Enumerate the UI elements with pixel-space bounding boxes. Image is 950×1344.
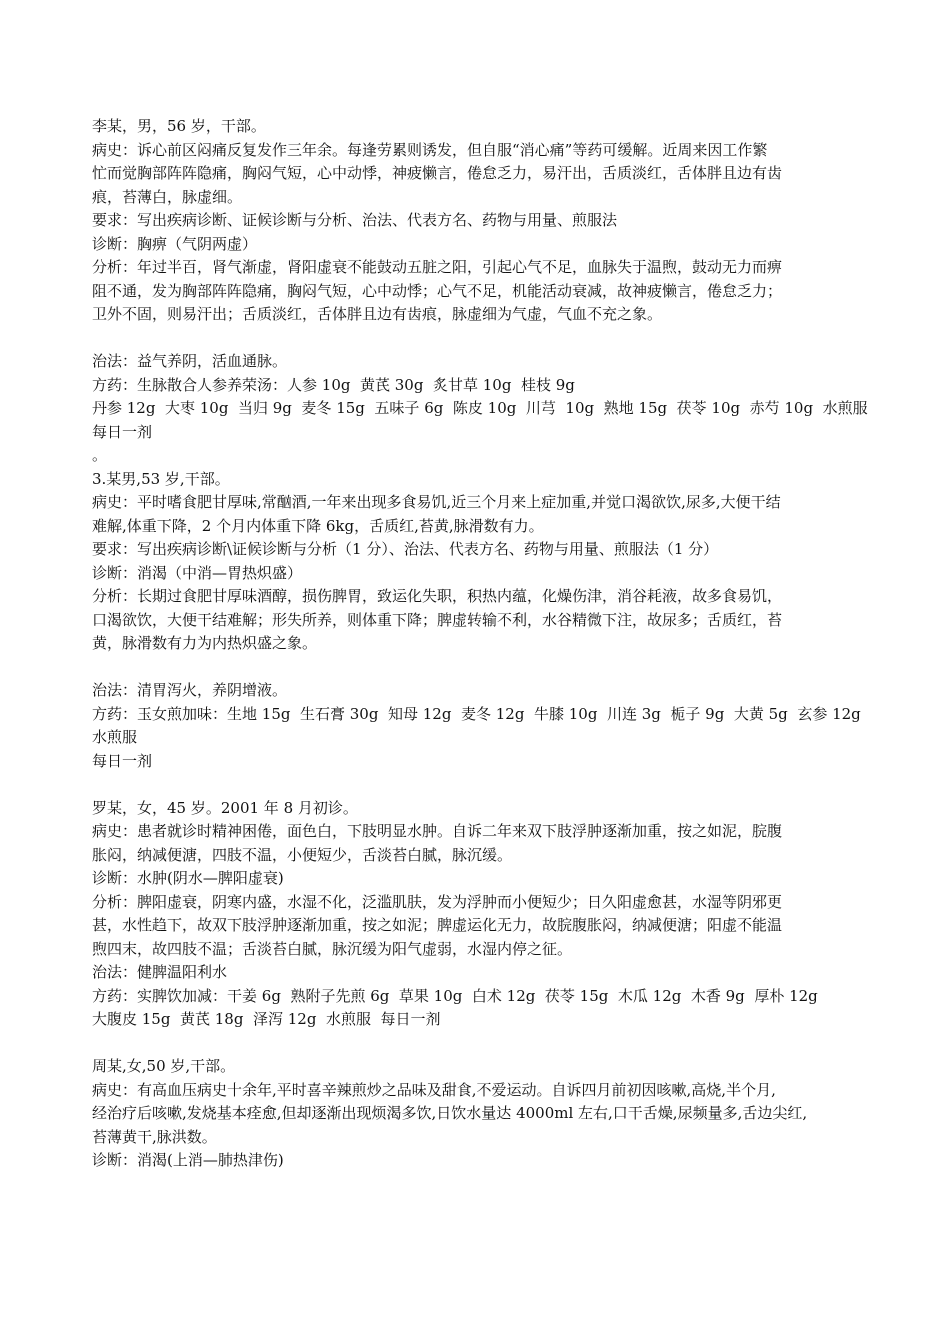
text-line: 阻不通，发为胸部阵阵隐痛，胸闷气短，心中动悸；心气不足，机能活动衰减，故神疲懒言，倦怠乏力；: [92, 281, 783, 300]
text-line: 李某，男，56 岁，干部。: [92, 117, 266, 135]
text-line: 方药：生脉散合人参养荣汤：人参 10g 黄芪 30g 炙甘草 10g 桂枝 9g: [92, 375, 575, 394]
text-line: 病史：诉心前区闷痛反复发作三年余。每逢劳累则诱发，但自服“消心痛”等药可缓解。近周来因工作繁: [92, 140, 768, 159]
text-line: 胀闷，纳减便溏，四肢不温，小便短少，舌淡苔白腻，脉沉缓。: [92, 845, 513, 864]
text-line: 诊断：消渴(上消—肺热津伤): [92, 1151, 284, 1169]
text-line: 治法：健脾温阳利水: [92, 963, 228, 981]
text-line: 经治疗后咳嗽,发烧基本痊愈,但却逐渐出现烦渴多饮,日饮水量达 4000ml 左右,口干舌燥,尿频量多,舌边尖红,: [92, 1104, 808, 1122]
text-line: 卫外不固，则易汗出；舌质淡红，舌体胖且边有齿痕，脉虚细为气虚，气血不充之象。: [92, 305, 663, 323]
blank-line: [92, 327, 872, 351]
text-line: 病史：平时嗜食肥甘厚味,常酗酒,一年来出现多食易饥,近三个月来上症加重,并觉口渴欲饮,尿多,大便干结: [92, 493, 781, 511]
blank-line: [92, 773, 872, 797]
text-line: 分析：长期过食肥甘厚味酒醇，损伤脾胃，致运化失职，积热内蕴，化燥伤津，消谷耗液，故多食易饥，: [92, 587, 783, 605]
text-line: 分析：年过半百，肾气渐虚，肾阳虚衰不能鼓动五脏之阳，引起心气不足，血脉失于温煦，鼓动无力而痹: [92, 258, 783, 276]
text-line: 难解,体重下降，2 个月内体重下降 6kg，舌质红,苔黄,脉滑数有力。: [92, 516, 544, 535]
text-line: 甚，水性趋下，故双下肢浮肿逐渐加重，按之如泥；脾虚运化无力，故脘腹胀闷，纳减便溏；阳虚不能温: [92, 916, 783, 934]
text-line: 罗某，女，45 岁。2001 年 8 月初诊。: [92, 798, 358, 817]
text-line: 丹参 12g 大枣 10g 当归 9g 麦冬 15g 五味子 6g 陈皮 10g 川芎 10g 熟地 15g 茯苓 10g 赤芍 10g 水煎服: [92, 399, 868, 417]
document-page: [92, 115, 872, 1173]
text-line: 诊断：消渴（中消—胃热炽盛）: [92, 563, 303, 582]
text-line: 方药：玉女煎加味：生地 15g 生石膏 30g 知母 12g 麦冬 12g 牛膝 10g 川连 3g 栀子 9g 大黄 5g 玄参 12g: [92, 704, 861, 723]
text-line: 诊断：胸痹（气阴两虚）: [92, 234, 258, 253]
text-line: 方药：实脾饮加减：干姜 6g 熟附子先煎 6g 草果 10g 白术 12g 茯苓 15g 木瓜 12g 木香 9g 厚朴 12g: [92, 986, 818, 1005]
text-line: 每日一剂: [92, 751, 153, 770]
text-line: 大腹皮 15g 黄芪 18g 泽泻 12g 水煎服 每日一剂: [92, 1010, 441, 1028]
text-line: 要求：写出疾病诊断\证候诊断与分析（1 分）、治法、代表方名、药物与用量、煎服法（1 分）: [92, 540, 719, 558]
text-line: 黄，脉滑数有力为内热炽盛之象。: [92, 634, 318, 652]
text-line: 苔薄黄干,脉洪数。: [92, 1127, 217, 1146]
text-line: 水煎服: [92, 728, 138, 746]
text-line: 。: [92, 446, 108, 464]
text-line: 分析：脾阳虚衰，阴寒内盛，水湿不化，泛滥肌肤，发为浮肿而小便短少；日久阳虚愈甚，水湿等阴邪更: [92, 892, 783, 911]
blank-line: [92, 656, 872, 680]
text-line: 每日一剂: [92, 422, 153, 441]
text-line: 治法：益气养阴，活血通脉。: [92, 352, 288, 370]
text-line: 口渴欲饮，大便干结难解；形失所养，则体重下降；脾虚转输不利，水谷精微下注，故尿多；舌质红，苔: [92, 610, 783, 629]
text-line: 3.某男,53 岁,干部。: [92, 469, 230, 488]
text-line: 病史：患者就诊时精神困倦，面色白，下肢明显水肿。自诉二年来双下肢浮肿逐渐加重，按之如泥，脘腹: [92, 822, 783, 840]
text-line: 煦四末，故四肢不温；舌淡苔白腻，脉沉缓为阳气虚弱，水湿内停之征。: [92, 939, 573, 958]
text-line: 治法：清胃泻火，养阴增液。: [92, 681, 288, 699]
text-line: 要求：写出疾病诊断、证候诊断与分析、治法、代表方名、药物与用量、煎服法: [92, 211, 618, 229]
text-line: 忙而觉胸部阵阵隐痛，胸闷气短，心中动悸，神疲懒言，倦怠乏力，易汗出，舌质淡红，舌体胖且边有齿: [92, 164, 783, 182]
blank-line: [92, 1032, 872, 1056]
text-line: 痕，苔薄白，脉虚细。: [92, 187, 243, 206]
text-line: 诊断：水肿(阴水—脾阳虚衰): [92, 869, 284, 887]
text-line: 周某,女,50 岁,干部。: [92, 1057, 236, 1075]
text-line: 病史：有高血压病史十余年,平时喜辛辣煎炒之品味及甜食,不爱运动。自诉四月前初因咳嗽,高烧,半个月,: [92, 1080, 776, 1099]
